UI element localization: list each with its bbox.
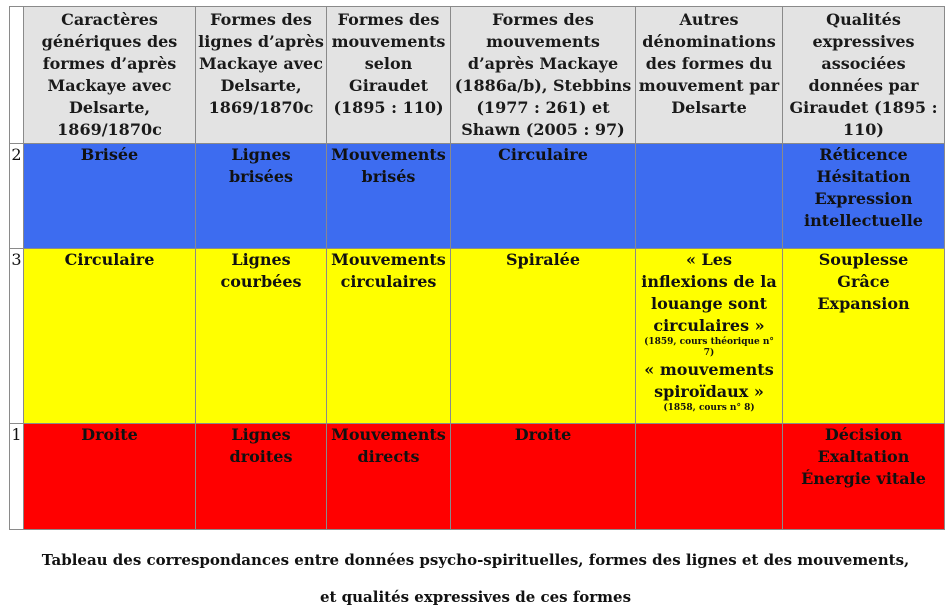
cell-caractere: Circulaire xyxy=(24,249,196,424)
qualite-item: Expansion xyxy=(817,294,910,313)
row-index: 2 xyxy=(10,144,24,249)
delsarte-quote: « mouvements spiroïdaux » xyxy=(644,360,774,401)
header-row xyxy=(10,7,945,144)
cell-mouvements: Mouvements circulaires xyxy=(327,249,451,424)
table-row-brisee xyxy=(10,144,945,249)
qualite-item: Réticence xyxy=(819,145,908,164)
qualite-item: Souplesse xyxy=(818,250,909,269)
header-formes-mouvements-giraudet: Formes des mouvements selon Giraudet (1895 : 110) xyxy=(327,7,451,144)
delsarte-source: (1859, cours théorique n° 7) xyxy=(644,337,774,358)
table-row-circulaire xyxy=(10,249,945,424)
cell-autres xyxy=(636,424,783,530)
cell-formes: Spiralée xyxy=(451,249,636,424)
cell-autres xyxy=(636,144,783,249)
table-row-droite xyxy=(10,424,945,530)
cell-qualites xyxy=(783,249,945,424)
cell-mouvements: Mouvements brisés xyxy=(327,144,451,249)
header-formes-lignes: Formes des lignes d’après Mackaye avec Delsarte, 1869/1870c xyxy=(196,7,327,144)
qualite-item: Énergie vitale xyxy=(801,469,926,488)
cell-autres xyxy=(636,249,783,424)
header-caracteres: Caractères génériques des formes d’après Mackaye avec Delsarte, 1869/1870c xyxy=(24,7,196,144)
table-caption-line-2: et qualités expressives de ces formes xyxy=(319,588,632,606)
cell-qualites xyxy=(783,144,945,249)
cell-lignes: Lignes courbées xyxy=(196,249,327,424)
cell-lignes: Lignes brisées xyxy=(196,144,327,249)
delsarte-quote: « Les inflexions de la louange sont circulaires » xyxy=(641,250,777,335)
header-formes-mouvements-mackaye: Formes des mouvements d’après Mackaye (1886a/b), Stebbins (1977 : 261) et Shawn (2005 : 97) xyxy=(451,7,636,144)
qualite-item: Décision xyxy=(824,425,903,444)
cell-lignes: Lignes droites xyxy=(196,424,327,530)
cell-caractere: Droite xyxy=(24,424,196,530)
cell-formes: Circulaire xyxy=(451,144,636,249)
qualite-item: Exaltation xyxy=(817,447,910,466)
header-index-cell xyxy=(10,7,24,144)
cell-qualites xyxy=(783,424,945,530)
table-caption-line-1: Tableau des correspondances entre données psycho-spirituelles, formes des lignes et des mouvements, xyxy=(41,551,910,569)
cell-mouvements: Mouvements directs xyxy=(327,424,451,530)
row-index: 3 xyxy=(10,249,24,424)
cell-caractere: Brisée xyxy=(24,144,196,249)
header-qualites-expressives: Qualités expressives associées données par Giraudet (1895 : 110) xyxy=(783,7,945,144)
cell-formes: Droite xyxy=(451,424,636,530)
qualite-item: Hésitation xyxy=(816,167,911,186)
correspondence-table xyxy=(9,6,945,530)
qualite-item: Expression intellectuelle xyxy=(804,189,923,230)
delsarte-source: (1858, cours n° 8) xyxy=(663,403,755,413)
row-index: 1 xyxy=(10,424,24,530)
header-autres-denominations: Autres dénominations des formes du mouvement par Delsarte xyxy=(636,7,783,144)
qualite-item: Grâce xyxy=(837,272,890,291)
